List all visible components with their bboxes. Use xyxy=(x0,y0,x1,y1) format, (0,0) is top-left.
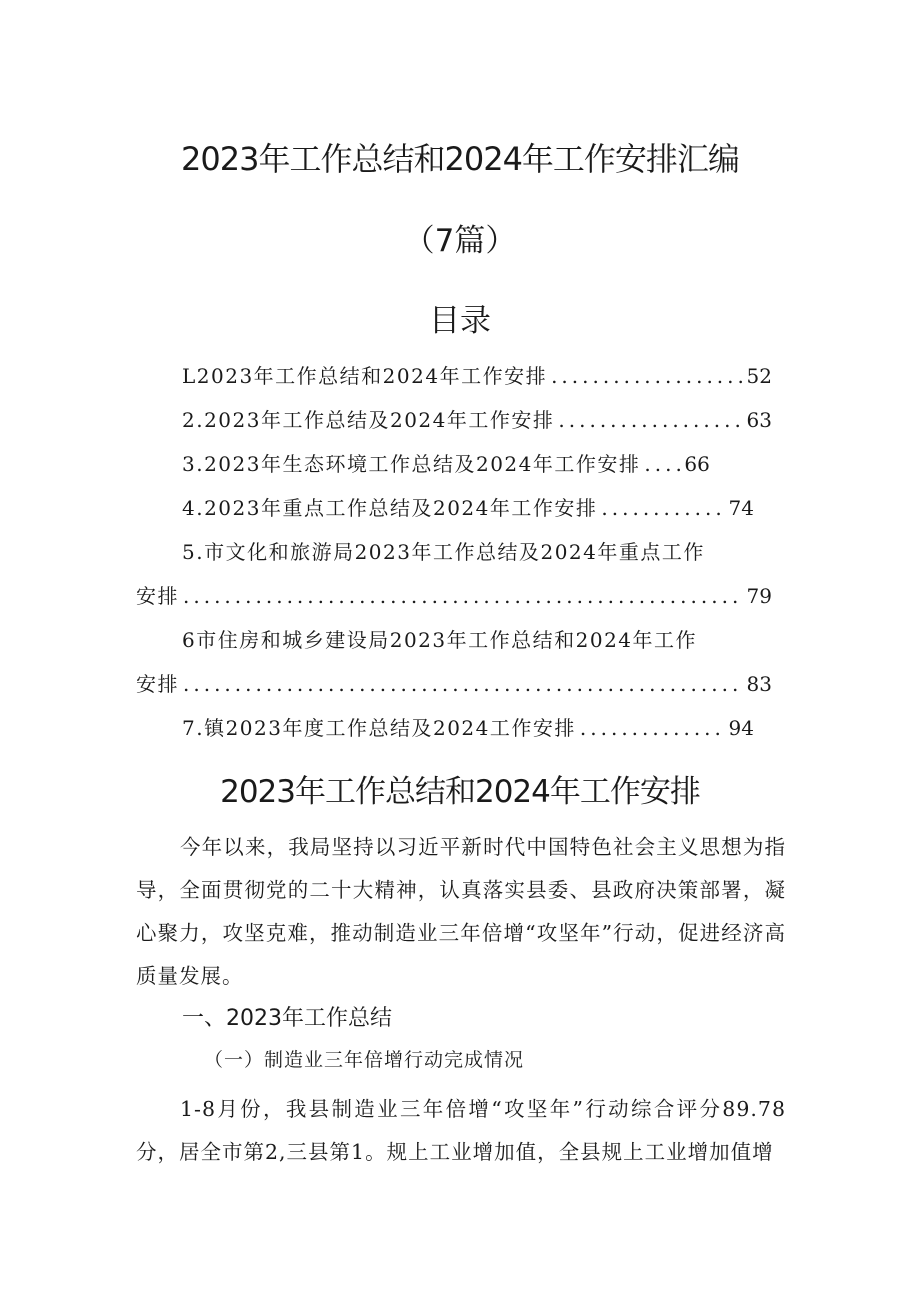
toc-entry[interactable] xyxy=(182,362,772,390)
toc-entry-label: 2.2023年工作总结及2024年工作安排 xyxy=(182,408,555,432)
toc-entry-label: 安排 xyxy=(136,672,179,696)
toc-entry-page: 74 xyxy=(728,496,754,520)
toc-entry[interactable] xyxy=(182,714,754,742)
body-paragraph: 1-8月份，我县制造业三年倍增“攻坚年”行动综合评分89.78分，居全市第2,三县第1。规上工业增加值，全县规上工业增加值增 xyxy=(136,1097,786,1164)
toc-entry[interactable] xyxy=(182,406,772,434)
toc-leader-dots xyxy=(601,494,724,522)
document-count: （7篇） xyxy=(403,223,517,259)
toc-entry-label: 7.镇2023年度工作总结及2024工作安排 xyxy=(182,716,576,740)
toc-leader-dots xyxy=(183,582,743,610)
toc-leader-dots xyxy=(644,450,680,478)
toc-leader-dots xyxy=(183,670,743,698)
toc-entry-continued[interactable] xyxy=(136,582,772,610)
toc-entry-page: 83 xyxy=(746,672,772,696)
toc-entry-page: 94 xyxy=(728,716,754,740)
subsection-heading: （一）制造业三年倍增行动完成情况 xyxy=(204,1049,525,1071)
toc-entry[interactable] xyxy=(182,494,754,522)
toc-entry-label: 4.2023年重点工作总结及2024年工作安排 xyxy=(182,496,598,520)
toc-entry-page: 66 xyxy=(684,452,710,476)
toc-entry-label: L2023年工作总结和2024年工作安排 xyxy=(182,364,548,388)
toc-leader-dots xyxy=(580,714,725,742)
toc-entry[interactable] xyxy=(182,450,710,478)
toc-entry-label: 安排 xyxy=(136,584,179,608)
toc-entry-label: 3.2023年生态环境工作总结及2024年工作安排 xyxy=(182,452,641,476)
toc-heading: 目录 xyxy=(429,303,491,339)
toc-entry-continued[interactable] xyxy=(136,670,772,698)
section-heading: 一、2023年工作总结 xyxy=(182,1006,392,1031)
toc-entry-page: 79 xyxy=(746,584,772,608)
toc-entry[interactable] xyxy=(182,626,772,654)
toc-entry-page: 63 xyxy=(746,408,772,432)
article-title: 2023年工作总结和2024年工作安排 xyxy=(220,774,700,810)
toc-entry-label: 5.市文化和旅游局2023年工作总结及2024年重点工作 xyxy=(182,540,705,564)
toc-entry-label: 6市住房和城乡建设局2023年工作总结和2024年工作 xyxy=(182,628,698,652)
toc-entry-page: 52 xyxy=(746,364,772,388)
toc-leader-dots xyxy=(551,362,742,390)
toc-entry[interactable] xyxy=(182,538,772,566)
intro-paragraph: 今年以来，我局坚持以习近平新时代中国特色社会主义思想为指导，全面贯彻党的二十大精神，认真落实县委、县政府决策部署，凝心聚力，攻坚克难，推动制造业三年倍增“攻坚年”行动，促进经济高质量发展。 xyxy=(136,835,786,988)
document-title: 2023年工作总结和2024年工作安排汇编 xyxy=(181,140,739,178)
toc-leader-dots xyxy=(558,406,742,434)
